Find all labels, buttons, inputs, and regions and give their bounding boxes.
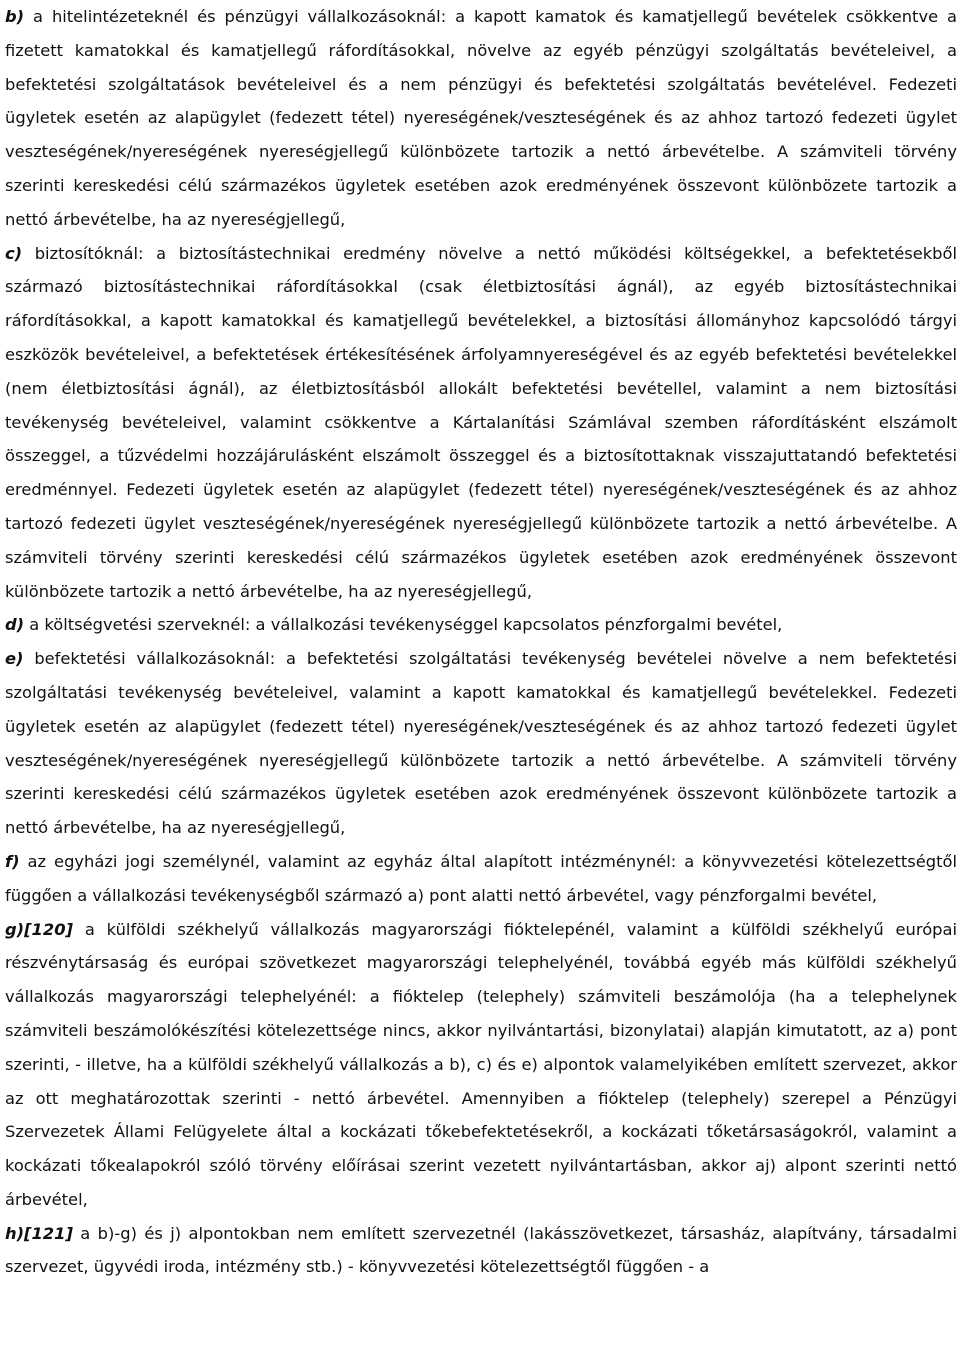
paragraph-marker: h)[121]	[5, 1223, 73, 1243]
paragraph-e	[5, 642, 957, 845]
paragraph-marker: b)	[5, 7, 25, 26]
paragraph-marker: f)	[5, 851, 20, 871]
paragraph-f	[5, 845, 957, 913]
paragraph-h	[5, 1217, 957, 1285]
paragraph-text: befektetési vállalkozásoknál: a befektetési szolgáltatási tevékenység bevételei növelve a nem befektetési szolgáltatási tevékenység bevételeivel, valamint a kapott kamatokkal és kamatjellegű bevételekkel. Fedezeti ügyletek esetén az alapügylet (fedezett tétel) nyereségének/veszteségének és az ahhoz tartozó fedezeti ügylet veszteségének/nyereségének nyereségjellegű különbözete tartozik a nettó árbevételbe. A számviteli törvény szerinti kereskedési célú származékos ügyletek esetében azok eredményének összevont különbözete tartozik a nettó árbevételbe, ha az nyereségjellegű,	[5, 649, 957, 838]
paragraph-text: biztosítóknál: a biztosítástechnikai eredmény növelve a nettó működési költségekkel, a befektetésekből származó biztosítástechnikai ráfordításokkal (csak életbiztosítási ágnál), az egyéb biztosítástechnikai ráfordításokkal, a kapott kamatokkal és kamatjellegű bevételekkel, a biztosítási állományhoz kapcsolódó tárgyi eszközök bevételeivel, a befektetések értékesítésének árfolyamnyereségével és az egyéb befektetési bevételekkel (nem életbiztosítási ágnál), az életbiztosításból allokált befektetési bevétellel, valamint a nem biztosítási tevékenység bevételeivel, valamint csökkentve a Kártalanítási Számlával szemben ráfordításként elszámolt összeggel, a tűzvédelmi hozzájárulásként elszámolt összeggel és a biztosítottaknak visszajuttatandó befektetési eredménnyel. Fedezeti ügyletek esetén az alapügylet (fedezett tétel) nyereségének/veszteségének és az ahhoz tartozó fedezeti ügylet veszteségének/nyereségének nyereségjellegű különbözete tartozik a nettó árbevételbe. A számviteli törvény szerinti kereskedési célú származékos ügyletek esetében azok eredményének összevont különbözete tartozik a nettó árbevételbe, ha az nyereségjellegű,	[5, 243, 957, 601]
paragraph-marker: d)	[5, 615, 25, 635]
paragraph-text: a hitelintézeteknél és pénzügyi vállalkozásoknál: a kapott kamatok és kamatjellegű bevételek csökkentve a fizetett kamatokkal és kamatjellegű ráfordításokkal, növelve az egyéb pénzügyi szolgáltatás bevételeivel, a befektetési szolgáltatások bevételeivel és a nem pénzügyi és befektetési szolgáltatás bevételével. Fedezeti ügyletek esetén az alapügylet (fedezett tétel) nyereségének/veszteségének és az ahhoz tartozó fedezeti ügylet veszteségének/nyereségének nyereségjellegű különbözete tartozik a nettó árbevételbe. A számviteli törvény szerinti kereskedési célú származékos ügyletek esetében azok eredményének összevont különbözete tartozik a nettó árbevételbe, ha az nyereségjellegű,	[5, 7, 957, 229]
paragraph-text: a költségvetési szerveknél: a vállalkozási tevékenységgel kapcsolatos pénzforgalmi bevétel,	[24, 615, 783, 635]
paragraph-c	[5, 237, 957, 609]
paragraph-b	[5, 0, 957, 237]
paragraph-g	[5, 913, 957, 1217]
paragraph-text: az egyházi jogi személynél, valamint az egyház által alapított intézménynél: a könyvvezetési kötelezettségtől függően a vállalkozási tevékenységből származó a) pont alatti nettó árbevétel, vagy pénzforgalmi bevétel,	[5, 851, 957, 905]
paragraph-marker: c)	[5, 243, 23, 263]
paragraph-marker: g)[120]	[5, 919, 73, 939]
paragraph-text: a külföldi székhelyű vállalkozás magyarországi fióktelepénél, valamint a külföldi székhelyű európai részvénytársaság és európai szövetkezet magyarországi telephelyénél, továbbá egyéb más külföldi székhelyű vállalkozás magyarországi telephelyénél: a fióktelep (telephely) számviteli beszámolója (ha a telephelynek számviteli beszámolókészítési kötelezettsége nincs, akkor nyilvántartási, bizonylatai) alapján kimutatott, az a) pont szerinti, - illetve, ha a külföldi székhelyű vállalkozás a b), c) és e) alpontok valamelyikében említett szervezet, akkor az ott meghatározottak szerinti - nettó árbevétel. Amennyiben a fióktelep (telephely) szerepel a Pénzügyi Szervezetek Állami Felügyelete által a kockázati tőkebefektetésekről, a kockázati tőketársaságokról, valamint a kockázati tőkealapokról szóló törvény előírásai szerint vezetett nyilvántartásban, akkor aj) alpont szerinti nettó árbevétel,	[5, 919, 957, 1209]
paragraph-marker: e)	[5, 649, 24, 669]
paragraph-d	[5, 608, 957, 642]
paragraph-text: a b)-g) és j) alpontokban nem említett szervezetnél (lakásszövetkezet, társasház, alapítvány, társadalmi szervezet, ügyvédi iroda, intézmény stb.) - könyvvezetési kötelezettségtől függően - a	[5, 1223, 957, 1277]
